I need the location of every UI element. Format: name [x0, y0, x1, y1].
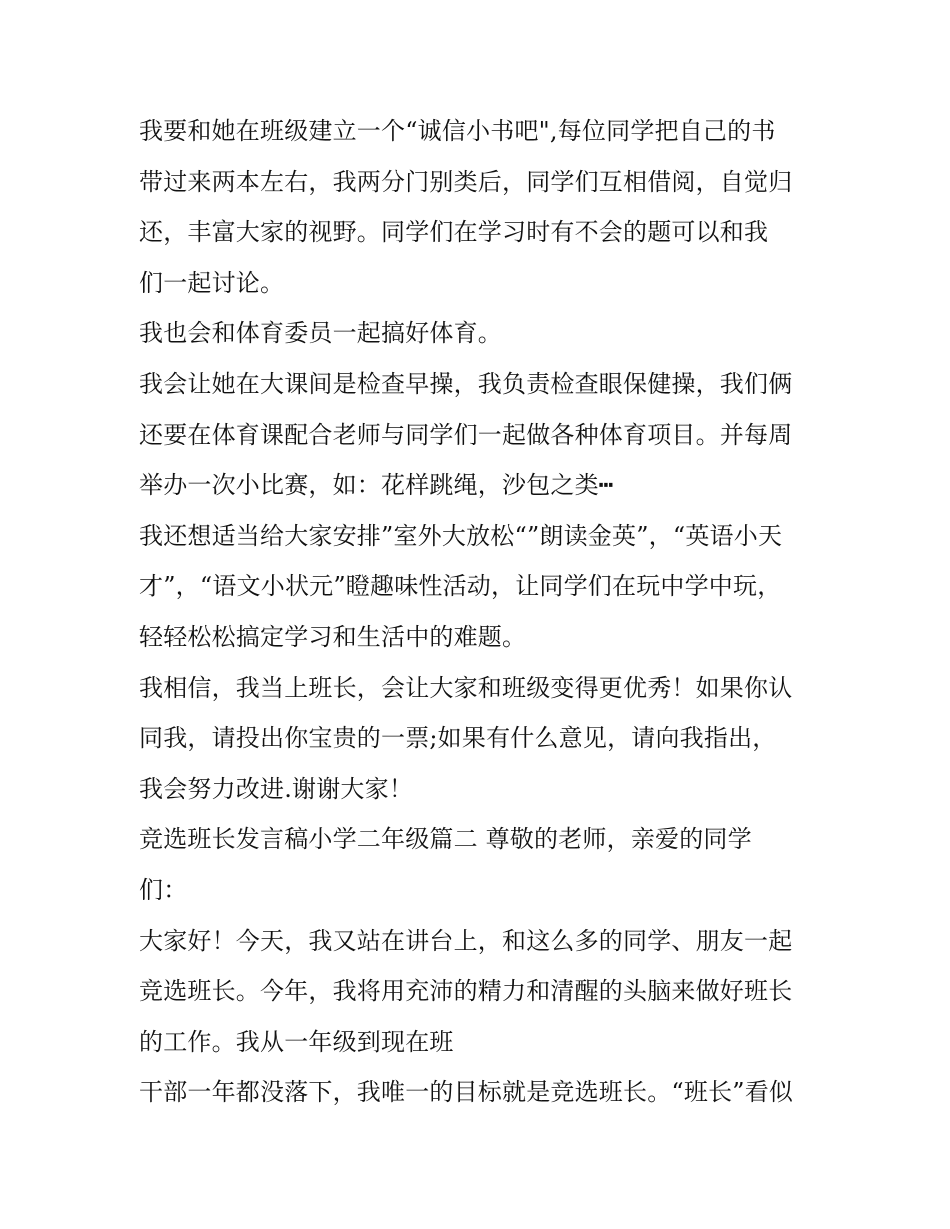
text-line: 举办一次小比赛，如：花样跳绳，沙包之类┅: [139, 471, 614, 500]
text-line: 轻轻松松搞定学习和生活中的难题。: [139, 622, 527, 651]
text-line: 还，丰富大家的视野。同学们在学习时有不会的题可以和我: [139, 218, 769, 247]
text-line: 的工作。我从一年级到现在班: [139, 1027, 454, 1056]
text-line: 我还想适当给大家安排”室外大放松“”朗读金英”，“英语小天: [139, 521, 783, 550]
body-text: [139, 106, 829, 1118]
text-line: 还要在体育课配合老师与同学们一起做各种体育项目。并每周: [139, 420, 793, 449]
text-line: 们一起讨论。: [139, 268, 285, 297]
text-line: 竞选班长。今年，我将用充沛的精力和清醒的头脑来做好班长: [139, 977, 793, 1006]
text-line: 干部一年都没落下，我唯一的目标就是竞选班长。“班长”看似: [139, 1078, 794, 1107]
text-line: 同我，请投出你宝贵的一票;如果有什么意见，请向我指出，: [139, 724, 777, 753]
text-line: 我也会和体育委员一起搞好体育。: [139, 319, 502, 348]
text-line: 我相信，我当上班长，会让大家和班级变得更优秀！如果你认: [139, 673, 793, 702]
text-line: 大家好！今天，我又站在讲台上，和这么多的同学、朋友一起: [139, 926, 793, 955]
text-line: 才”，“语文小状元”瞪趣味性活动，让同学们在玩中学中玩，: [139, 572, 782, 601]
text-line: 带过来两本左右，我两分门别类后，同学们互相借阅，自觉归: [139, 167, 793, 196]
text-line: 竞选班长发言稿小学二年级篇二 尊敬的老师，亲爱的同学: [139, 825, 752, 854]
text-line: 我会努力改进.谢谢大家！: [139, 774, 414, 803]
text-line: 们：: [139, 875, 188, 904]
text-line: 我要和她在班级建立一个“诚信小书吧",每位同学把自己的书: [139, 117, 776, 145]
text-line: 我会让她在大课间是检查早操，我负责检查眼保健操，我们俩: [139, 369, 793, 398]
